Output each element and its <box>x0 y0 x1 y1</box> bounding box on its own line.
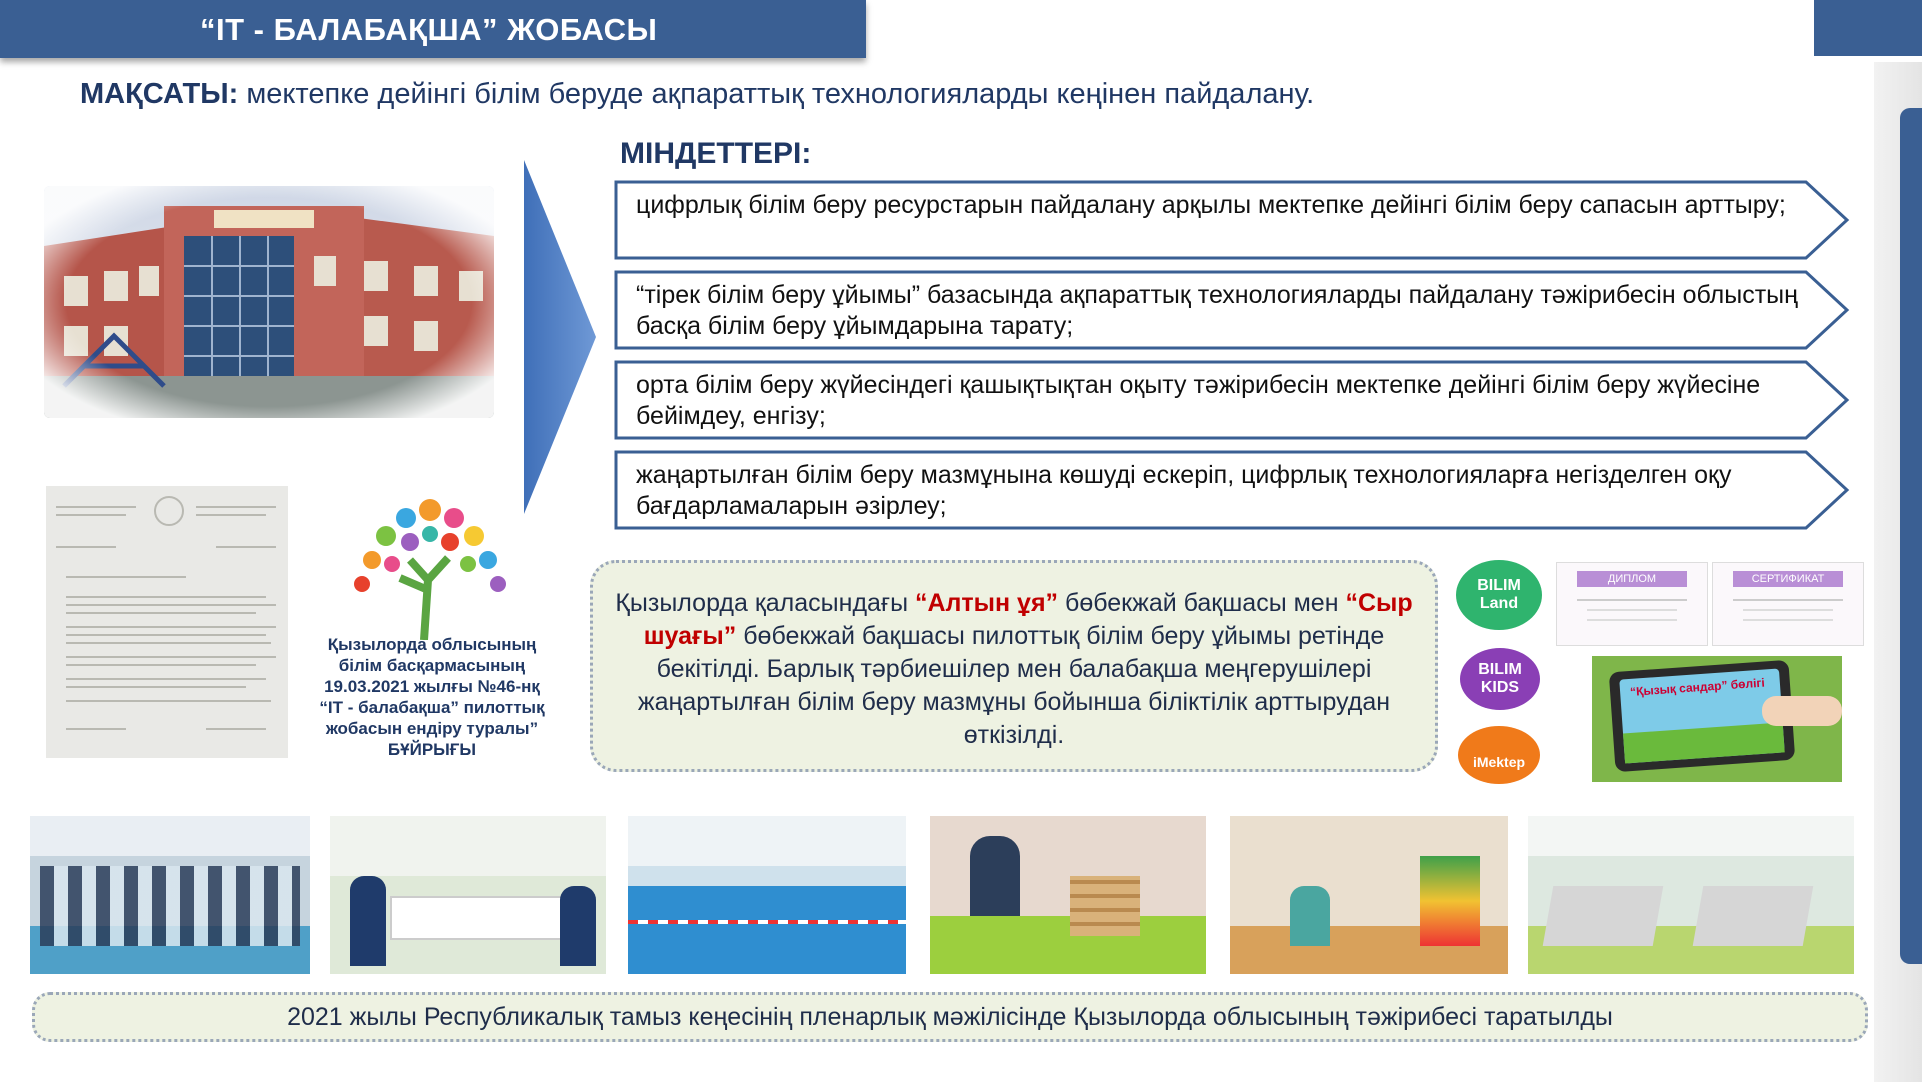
tablet-screen-title: “Қызық сандар” бөлігі <box>1629 675 1766 699</box>
imektep-logo-text: iMektep <box>1472 754 1526 770</box>
order-caption-line: БҰЙРЫҒЫ <box>387 740 477 759</box>
tablet-lesson-photo <box>1592 656 1842 782</box>
info-text-part: Қызылорда қаласындағы <box>615 589 915 617</box>
certificate-label: СЕРТИФИКАТ <box>1733 571 1843 587</box>
kindergarten-building-photo <box>44 186 494 418</box>
kindergarten-name-syr-shuagy: “Сыр шуағы” <box>643 589 1413 650</box>
group-photo-1 <box>30 816 310 974</box>
task-text: орта білім беру жүйесіндегі қашықтықтан оқыту тәжірибесін мектепке дейінгі білім беру жүйесіне бейімдеу, енгізу; <box>636 371 1761 430</box>
title-banner <box>0 0 866 58</box>
task-text: “тірек білім беру ұйымы” базасында ақпараттық технологияларды пайдалану тәжірибесін облыстың басқа білім беру ұйымдарына тарату; <box>636 281 1798 340</box>
order-caption-line: 19.03.2021 жылғы №46-нқ <box>324 677 540 696</box>
right-side-accent <box>1900 108 1922 964</box>
classroom-photo-2 <box>330 816 606 974</box>
page-title: “IT - БАЛАБАҚША” ЖОБАСЫ <box>200 12 658 47</box>
task-text: жаңартылған білім беру мазмұнына көшуді ескеріп, цифрлық технологияларға негізделген оқу бағдарламаларын әзірлеу; <box>636 461 1732 520</box>
task-text: цифрлық білім беру ресурстарын пайдалану арқылы мектепке дейінгі білім беру сапасын арттыру; <box>636 191 1786 219</box>
corner-decoration <box>1814 0 1922 56</box>
task-item-1 <box>614 180 1850 260</box>
blocks-photo-4 <box>930 816 1206 974</box>
pilot-info-text <box>613 587 1415 752</box>
info-text-part: бөбекжай бақшасы мен <box>1058 589 1346 617</box>
bilimland-logo: BILIM Land <box>1456 560 1542 630</box>
diploma-label: ДИПЛОМ <box>1577 571 1687 587</box>
big-right-arrow-icon <box>522 160 598 514</box>
digital-tree-icon <box>350 490 510 640</box>
footer-text: 2021 жылы Республикалық тамыз кеңесінің пленарлық мәжілісінде Қызылорда облысының тәжірибесі таратылды <box>287 1003 1613 1031</box>
certificate-image <box>1712 562 1864 646</box>
laptops-photo-6 <box>1528 816 1854 974</box>
tasks-heading: МІНДЕТТЕРІ: <box>620 137 812 170</box>
order-caption-line: білім басқармасының <box>338 656 526 675</box>
task-item-2 <box>614 270 1850 350</box>
order-caption-line: “IT - балабақша” пилоттық <box>319 698 545 717</box>
order-document-image <box>46 486 288 758</box>
order-caption-line: жобасын ендіру туралы” <box>325 719 539 738</box>
goal-text: мектепке дейінгі білім беруде ақпараттық технологияларды кеңінен пайдалану. <box>238 78 1315 110</box>
kindergarten-name-altyn-uya: “Алтын ұя” <box>914 589 1059 617</box>
goal-line <box>80 78 1314 111</box>
task-item-4 <box>614 450 1850 530</box>
imektep-logo <box>1458 726 1540 784</box>
bilimkids-logo: BILIM KIDS <box>1460 648 1540 710</box>
pool-photo-3 <box>628 816 906 974</box>
info-text-part: бөбекжай бақшасы пилоттық білім беру ұйымы ретінде бекітілді. Барлық тәрбиешілер мен балабақша меңгерушілері жаңартылған білім беру мазмұны бойынша біліктілік арттырудан өткізілді. <box>637 622 1391 749</box>
pilot-info-panel <box>590 560 1438 772</box>
task-item-3 <box>614 360 1850 440</box>
playroom-photo-5 <box>1230 816 1508 974</box>
goal-label: МАҚСАТЫ: <box>80 78 239 110</box>
footer-note <box>32 992 1868 1042</box>
order-caption <box>296 634 568 760</box>
order-caption-line: Қызылорда облысының <box>327 635 537 654</box>
diploma-image <box>1556 562 1708 646</box>
